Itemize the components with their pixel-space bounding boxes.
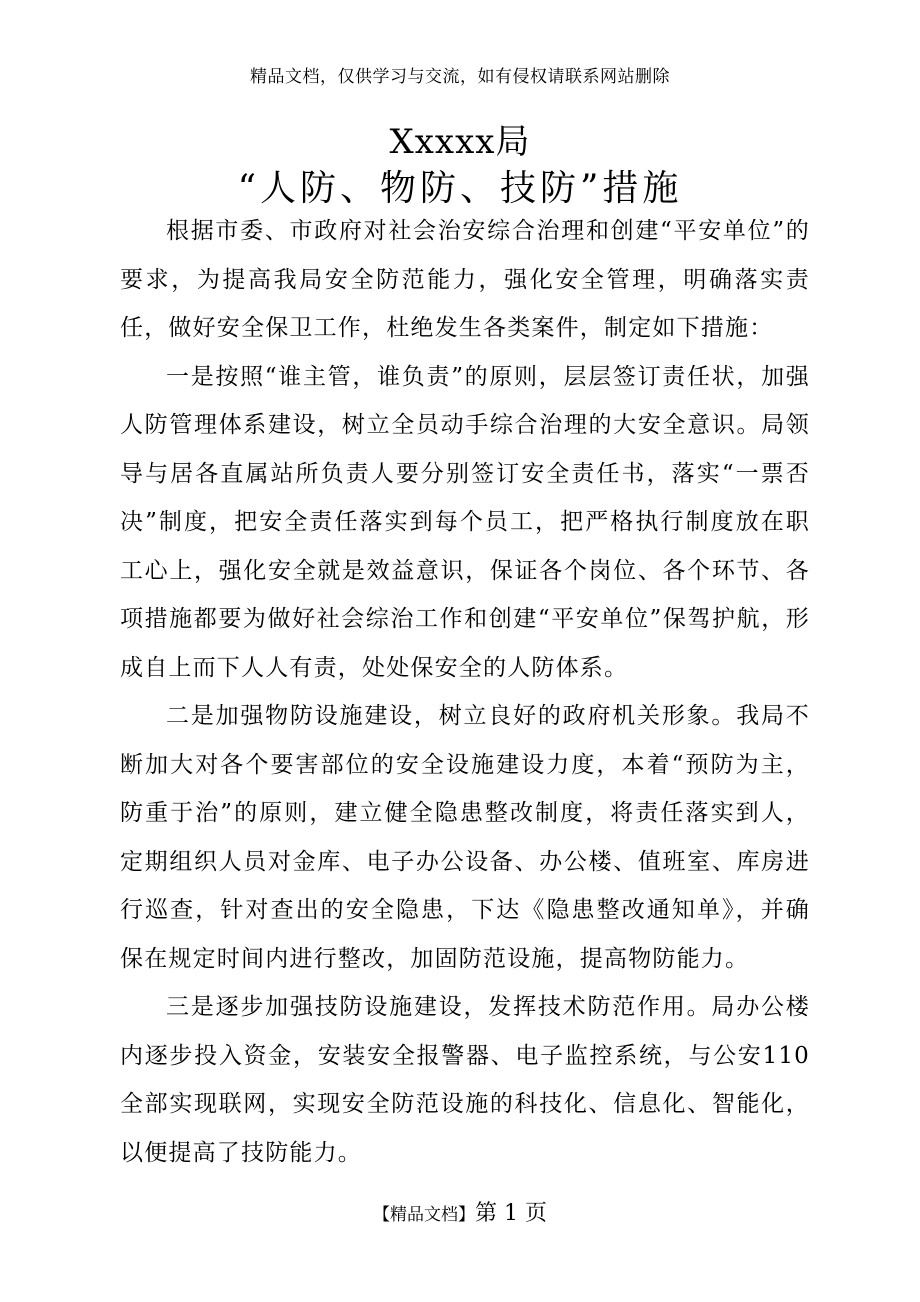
footer-tag: 【精品文档】: [373, 1205, 475, 1225]
document-title-line2: “人防、物防、技防”措施: [237, 168, 683, 209]
page-footer: [0, 1196, 920, 1227]
paragraph-intro: 根据市委、市政府对社会治安综合治理和创建“平安单位”的要求，为提高我局安全防范能力，强化安全管理，明确落实责任，做好安全保卫工作，杜绝发生各类案件，制定如下措施：: [120, 218, 810, 341]
page-number: 第 1 页: [475, 1201, 547, 1226]
paragraph-3: 三是逐步加强技防设施建设，发挥技术防范作用。局办公楼内逐步投入资金，安装安全报警器、电子监控系统，与公安110全部实现联网，实现安全防范设施的科技化、信息化、智能化，以便提高了技防能力。: [120, 994, 810, 1166]
document-body: [120, 207, 810, 1177]
paragraph-2: 二是加强物防设施建设，树立良好的政府机关形象。我局不断加大对各个要害部位的安全设施建设力度，本着“预防为主，防重于治”的原则，建立健全隐患整改制度，将责任落实到人，定期组织人员对金库、电子办公设备、办公楼、值班室、库房进行巡查，针对查出的安全隐患，下达《隐患整改通知单》，并确保在规定时间内进行整改，加固防范设施，提高物防能力。: [120, 703, 810, 972]
document-title-line1: Xxxxx局: [389, 122, 531, 162]
paragraph-1: 一是按照“谁主管，谁负责”的原则，层层签订责任状，加强人防管理体系建设，树立全员动手综合治理的大安全意识。局领导与居各直属站所负责人要分别签订安全责任书，落实“一票否决”制度，把安全责任落实到每个员工，把严格执行制度放在职工心上，强化安全就是效益意识，保证各个岗位、各个环节、各项措施都要为做好社会综治工作和创建“平安单位”保驾护航，形成自上而下人人有责，处处保安全的人防体系。: [120, 363, 810, 681]
header-note: 精品文档，仅供学习与交流，如有侵权请联系网站删除: [250, 67, 670, 87]
